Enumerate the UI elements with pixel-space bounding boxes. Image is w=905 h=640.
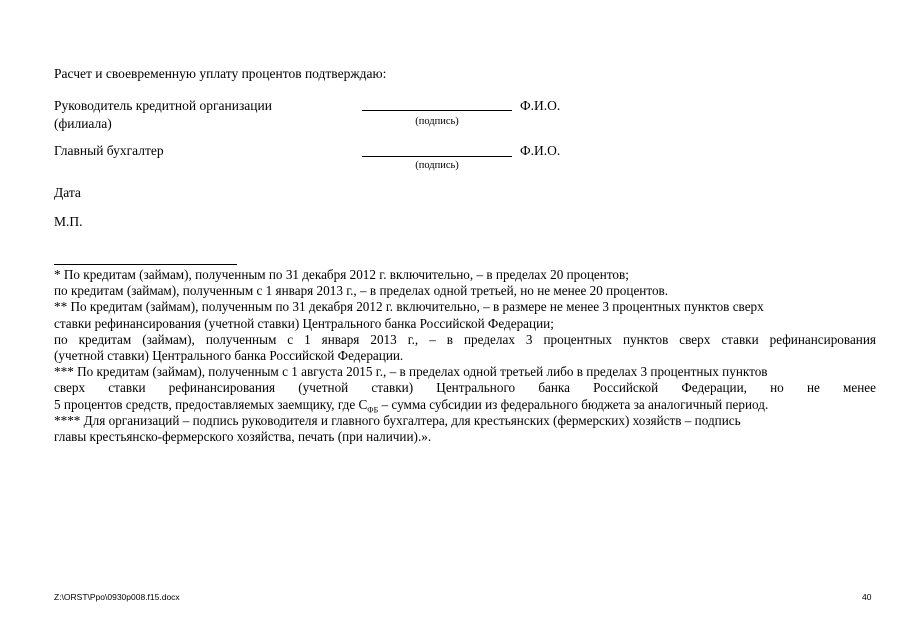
signature-role-head: Руководитель кредитной организации: [54, 98, 272, 113]
signature-caption-head: (подпись): [415, 116, 459, 127]
signature-fio-accountant: Ф.И.О.: [520, 143, 561, 158]
date-label: Дата: [54, 185, 81, 200]
footnote-text: 5 процентов средств, предоставляемых заемщику, где С: [54, 396, 368, 412]
footnote-line: ставки рефинансирования (учетной ставки) Центрального банка Российской Федерации;: [54, 315, 554, 331]
subscript-fb: ФБ: [367, 405, 379, 415]
footnote-line: ** По кредитам (займам), полученным по 31 декабря 2012 г. включительно, – в размере не менее 3 процентных пунктов сверх: [54, 299, 764, 315]
footnote-line: сверх ставки рефинансирования (учетной ставки) Центрального банка Российской Федерации, но не менее: [54, 380, 876, 396]
footnote-separator: [54, 264, 237, 265]
signature-caption-accountant: (подпись): [415, 160, 459, 171]
footnote-line: *** По кредитам (займам), полученным с 1 августа 2015 г., – в пределах одной третьей либо в пределах 3 процентных пунктов: [54, 364, 768, 380]
signature-line-head: [362, 110, 512, 111]
signature-role-accountant: Главный бухгалтер: [54, 143, 164, 158]
footnote-line: [54, 397, 876, 413]
signature-fio-head: Ф.И.О.: [520, 98, 561, 113]
signature-role-head-branch: (филиала): [54, 116, 112, 131]
footnote-line: * По кредитам (займам), полученным по 31 декабря 2012 г. включительно, – в пределах 20 процентов;: [54, 267, 629, 282]
footnote-line: по кредитам (займам), полученным с 1 января 2013 г., – в пределах 3 процентных пунктов сверх ставки рефинансирования: [54, 331, 876, 347]
footnote-line: главы крестьянско-фермерского хозяйства, печать (при наличии).».: [54, 428, 432, 444]
footnote-text: – сумма субсидии из федерального бюджета за аналогичный период.: [378, 396, 769, 412]
footer-file-path: Z:\ORST\Ppo\0930p008.f15.docx: [54, 592, 180, 602]
confirmation-text: Расчет и своевременную уплату процентов подтверждаю:: [54, 66, 387, 81]
footnotes: [54, 267, 876, 445]
seal-label: М.П.: [54, 214, 83, 229]
page-number: 40: [862, 592, 872, 602]
footnote-line: **** Для организаций – подпись руководителя и главного бухгалтера, для крестьянских (фермерских) хозяйств – подпись: [54, 412, 741, 428]
signature-line-accountant: [362, 156, 512, 157]
footnote-line: по кредитам (займам), полученным с 1 января 2013 г., – в пределах одной третьей, но не менее 20 процентов.: [54, 283, 669, 299]
footnote-line: (учетной ставки) Центрального банка Российской Федерации.: [54, 347, 404, 363]
